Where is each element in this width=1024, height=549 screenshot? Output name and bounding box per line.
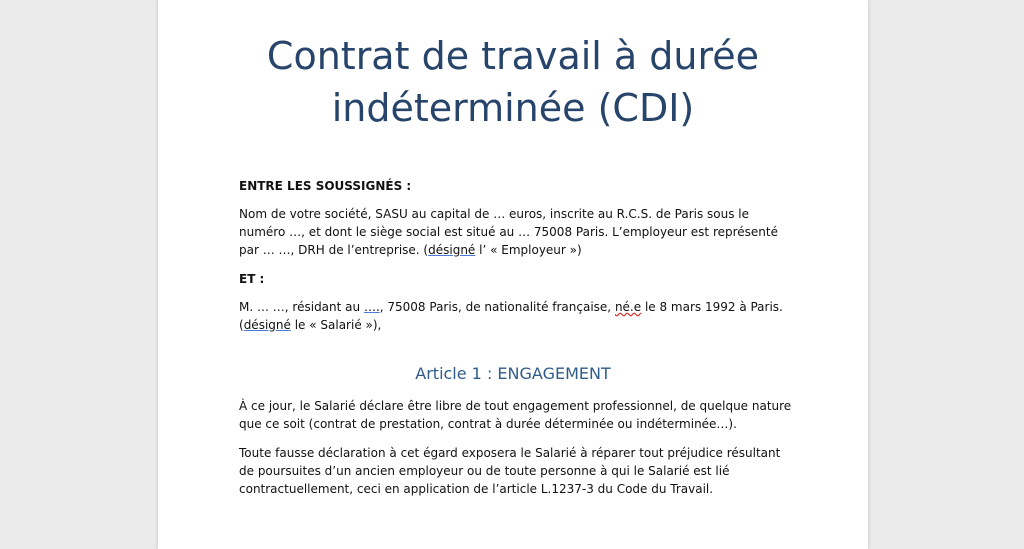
article-1-paragraph-1 [239,397,799,433]
employee-line-1-prefix: M. … …, résidant au [239,300,364,314]
employer-line-3-suffix: l’ « Employeur ») [475,243,582,257]
employee-line-2-prefix: ( [239,318,244,332]
employee-line-1-middle: , 75008 Paris, de nationalité française, [379,300,615,314]
article-1-p1-line-2: que ce soit (contrat de prestation, contrat à durée déterminée ou indéterminée…). [239,417,737,431]
and-heading: ET : [239,272,265,286]
grammar-flag-address[interactable]: …. [363,300,380,314]
title-line-1: Contrat de travail à durée [266,34,760,78]
article-1-p2-line-3: contractuellement, ceci en application de l’article L.1237-3 du Code du Travail. [239,482,714,496]
article-1-paragraph-2 [239,444,799,498]
document-title [158,30,868,134]
grammar-flag-designe-2[interactable]: désigné [243,318,291,332]
employer-paragraph [239,205,799,259]
spelling-flag-nee[interactable]: né.e [614,300,642,314]
article-1-heading: Article 1 : ENGAGEMENT [415,364,611,383]
grammar-flag-designe[interactable]: désigné [428,243,476,257]
article-1-p1-line-1: À ce jour, le Salarié déclare être libre de tout engagement professionnel, de quelque nature [239,399,792,413]
employer-line-1: Nom de votre société, SASU au capital de … euros, inscrite au R.C.S. de Paris sous le [239,207,750,221]
employee-line-1-suffix: le 8 mars 1992 à Paris. [641,300,783,314]
title-line-2: indéterminée (CDI) [331,86,695,130]
employer-line-2: numéro …, et dont le siège social est situé au … 75008 Paris. L’employeur est représenté [239,225,778,239]
article-1-p2-line-1: Toute fausse déclaration à cet égard exposera le Salarié à réparer tout préjudice résultant [239,446,781,460]
document-page[interactable] [158,0,868,549]
employee-line-2-suffix: le « Salarié »), [290,318,382,332]
parties-heading: ENTRE LES SOUSSIGNÉS : [239,179,412,193]
article-1-p2-line-2: de poursuites d’un ancien employeur ou de toute personne à qui le Salarié est lié [239,464,730,478]
employer-line-3-prefix: par … …, DRH de l’entreprise. ( [239,243,429,257]
employee-paragraph [239,298,799,334]
